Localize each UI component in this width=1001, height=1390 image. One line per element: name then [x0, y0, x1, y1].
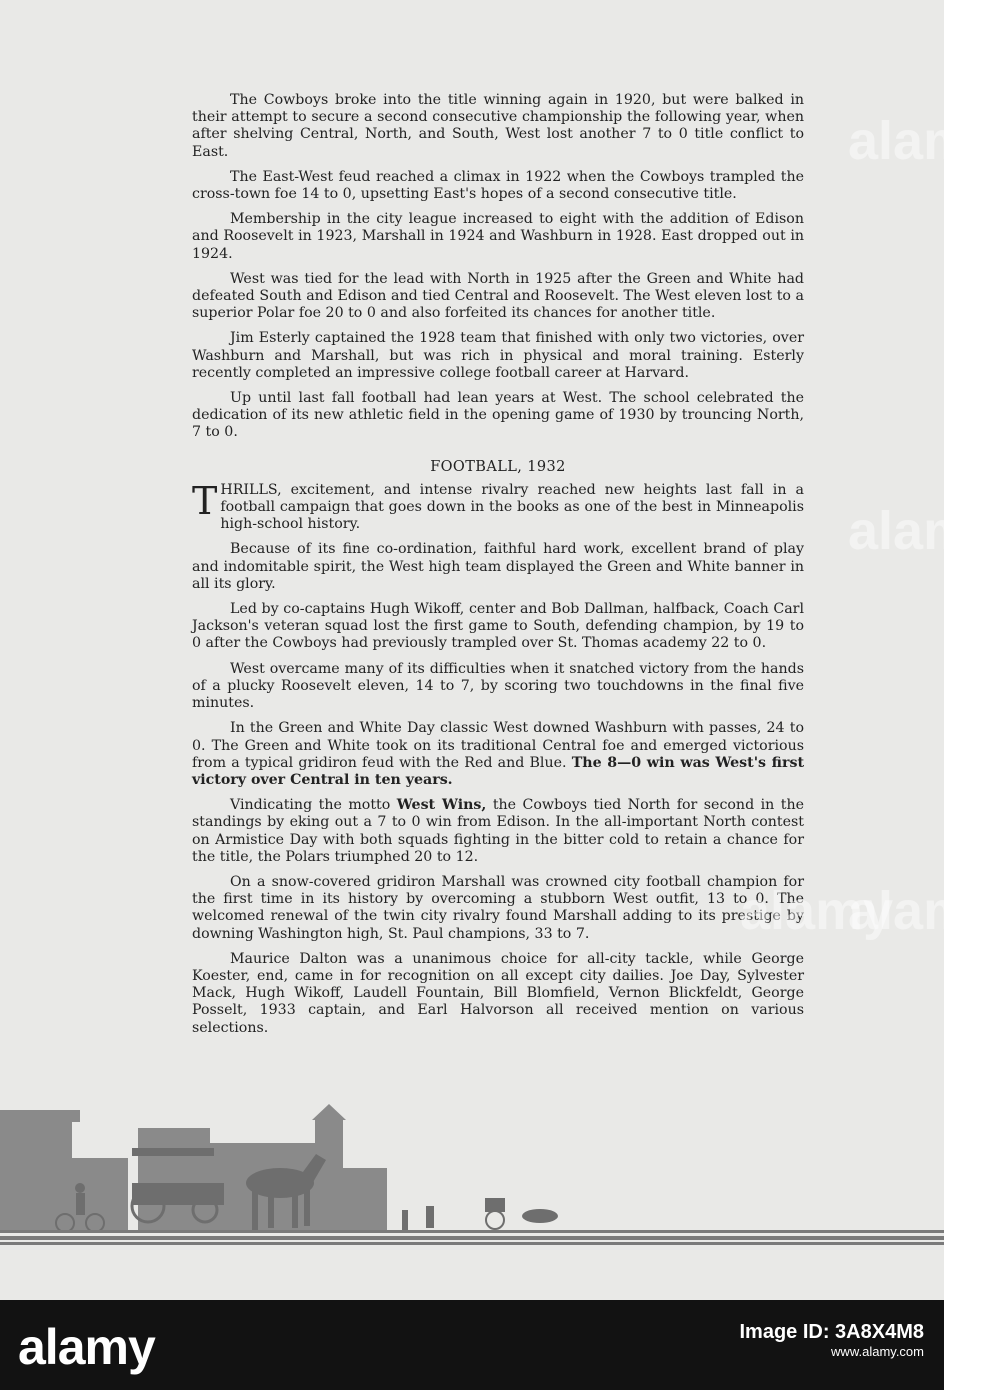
bold-highlight: The 8—0 win was West's first victory over Central in ten years.: [192, 754, 805, 788]
footer-url[interactable]: www.alamy.com: [831, 1344, 924, 1359]
building-tall: [138, 1128, 210, 1230]
ground-line: [0, 1230, 944, 1233]
paragraph: Up until last fall football had lean years at West. The school celebrated the dedication of its new athletic field in the opening game of 1930 by trouncing North, 7 to 0.: [192, 390, 804, 441]
paragraph-text: the Cowboys tied North for second in the standings by eking out a 7 to 0 win from Edison. In the all-important North contest on Armistice Day with both squads fighting in the bitter cold to retain a chance for the title, the Polars triumphed 20 to 12.: [192, 797, 805, 865]
watermark: alamy: [740, 881, 894, 941]
horse-leg: [252, 1190, 258, 1230]
paragraph: Jim Esterly captained the 1928 team that finished with only two victories, over Washburn and Marshall, but was rich in physical and moral training. Esterly recently completed an impressive college football career at Harvard.: [192, 330, 804, 381]
paragraph: West was tied for the lead with North in 1925 after the Green and White had defeated South and Edison and tied Central and Roosevelt. The West eleven lost to a superior Polar foe 20 to 0 and also forfeited its chances for another title.: [192, 270, 804, 322]
paragraph: Membership in the city league increased to eight with the addition of Edison and Roosevelt in 1923, Marshall in 1924 and Washburn in 1928. East dropped out in 1924.: [192, 211, 804, 262]
building-left: [0, 1120, 72, 1230]
tower-roof: [312, 1104, 346, 1120]
stock-footer: [0, 1300, 944, 1390]
small-horse: [522, 1209, 558, 1223]
watermark: alamy: [848, 501, 1001, 561]
paragraph-motto: [192, 797, 804, 866]
first-paragraph-text: HRILLS, excitement, and intense rivalry reached new heights last fall in a football campaign that goes down in the books as one of the best in Minneapolis high-school history.: [220, 481, 804, 533]
horse-leg: [292, 1190, 298, 1228]
paragraph-washburn: [192, 720, 804, 789]
building-right: [322, 1168, 387, 1230]
distant-figures: [402, 1198, 558, 1230]
first-paragraph: [192, 478, 804, 534]
paragraph: The Cowboys broke into the title winning again in 1920, but were balked in their attempt to secure a second consecutive championship the following year, when after shelving Central, North, and South, West lost another 7 to 0 title conflict to East.: [192, 92, 804, 160]
paragraph: Maurice Dalton was a unanimous choice for all-city tackle, while George Koester, end, came in for recognition on all except city dailies. Joe Day, Sylvester Mack, Hugh Wikoff, Laudell Fountain, Bill Blomfield, Vernon Blickfeldt, George Posselt, 1933 captain, and Earl Halvorson all received mention on various selections.: [192, 950, 804, 1036]
stripe: [0, 1236, 944, 1240]
image-id: Image ID: 3A8X4M8: [739, 1321, 924, 1343]
horse-leg: [304, 1186, 310, 1226]
stripe: [0, 1242, 944, 1245]
carriage-canopy: [132, 1148, 214, 1156]
footer-info: [739, 1322, 924, 1362]
horse-leg: [268, 1193, 274, 1228]
building-cornice: [0, 1110, 80, 1122]
street-scene-illustration: [0, 1098, 944, 1248]
rider: [76, 1193, 85, 1215]
carriage-body: [132, 1183, 224, 1205]
section-heading: FOOTBALL, 1932: [430, 458, 566, 475]
paragraph: Because of its fine co-ordination, faithful hard work, excellent brand of play and indomitable spirit, the West high team displayed the Green and White banner in all its glory.: [192, 541, 804, 592]
small-carriage: [485, 1198, 505, 1212]
alamy-logo: alamy: [18, 1319, 155, 1375]
paragraph: Led by co-captains Hugh Wikoff, center and Bob Dallman, halfback, Coach Carl Jackson's veteran squad lost the first game to South, defending champion, by 19 to 0 after the Cowboys had previously trampled over St. Thomas academy 22 to 0.: [192, 601, 804, 652]
paragraph-text: Vindicating the motto: [230, 797, 397, 814]
paragraph: The East-West feud reached a climax in 1922 when the Cowboys trampled the cross-town foe 14 to 0, upsetting East's hopes of a second consecutive title.: [192, 168, 804, 203]
pedestrian: [402, 1210, 408, 1230]
article-body: [192, 92, 804, 1045]
watermark: alamy: [848, 111, 1001, 171]
building: [66, 1158, 128, 1230]
paragraph: On a snow-covered gridiron Marshall was crowned city football champion for the first time in its history by overcoming a stubborn West outfit, 13 to 0. The welcomed renewal of the twin city rivalry found Marshall adding to its prestige by downing Washington high, St. Paul champions, 33 to 7.: [192, 873, 804, 942]
pedestrian: [426, 1206, 434, 1228]
rider-head: [75, 1183, 85, 1193]
paragraph-text: In the Green and White Day classic West downed Washburn with passes, 24 to 0. The Green and White took on its traditional Central foe and emerged victorious from a typical gridiron feud with the Red and Blue.: [192, 720, 804, 771]
paragraph: West overcame many of its difficulties when it snatched victory from the hands of a plucky Roosevelt eleven, 14 to 7, by scoring two touchdowns in the final five minutes.: [192, 660, 804, 712]
watermark: alamy: [848, 881, 1001, 941]
drop-cap: T: [192, 478, 218, 523]
small-wheel: [486, 1211, 504, 1229]
motto-bold: West Wins,: [396, 797, 487, 814]
